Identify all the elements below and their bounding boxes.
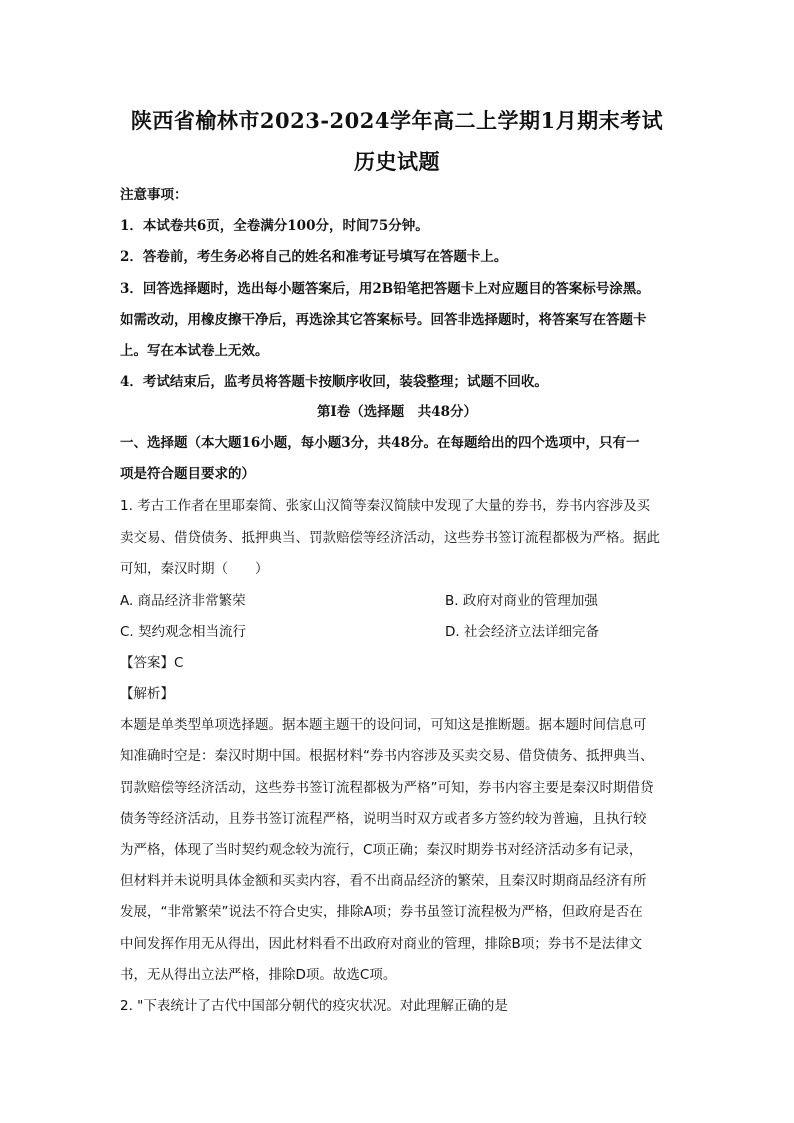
analysis-line: 本题是单类型单项选择题。据本题主题干的设问词，可知这是推断题。据本题时间信息可 (120, 717, 647, 733)
analysis-line: 中间发挥作用无从得出，因此材料看不出政府对商业的管理，排除B项；券书不是法律文 (120, 936, 643, 952)
analysis-line: 但材料并未说明具体金额和买卖内容，看不出商品经济的繁荣，且秦汉时期商品经济有所 (120, 873, 647, 889)
analysis-line: 债务等经济活动，且券书签订流程严格，说明当时双方或者多方签约较为普遍，且执行较 (120, 811, 647, 827)
analysis-line: 为严格，体现了当时契约观念较为流行，C项正确；秦汉时期券书对经济活动多有记录， (120, 842, 643, 858)
analysis-line: 罚款赔偿等经济活动，这些券书签订流程都极为严格”可知，券书内容主要是秦汉时期借贷 (120, 780, 654, 796)
section-instruction-cont: 项是符合题目要求的） (120, 466, 255, 482)
exam-subject-title: 历史试题 (354, 149, 440, 174)
analysis-label: 【解析】 (120, 686, 174, 702)
note-item-4: 4．考试结束后，监考员将答题卡按顺序收回，装袋整理；试题不回收。 (120, 374, 548, 390)
notes-heading: 注意事项： (120, 187, 188, 203)
exam-title: 陕西省榆林市2023-2024学年高二上学期1月期末考试 (130, 108, 664, 133)
analysis-line: 书，无从得出立法严格，排除D项。故选C项。 (120, 967, 397, 983)
option-a: A. 商品经济非常繁荣 (120, 593, 246, 609)
note-item-3-cont: 如需改动，用橡皮擦干净后，再选涂其它答案标号。回答非选择题时，将答案写在答题卡 (120, 312, 647, 328)
note-item-1: 1．本试卷共6页，全卷满分100分，时间75分钟。 (120, 218, 429, 234)
section-instruction: 一、选择题（本大题16小题，每小题3分，共48分。在每题给出的四个选项中，只有一 (120, 435, 640, 451)
analysis-line: 知准确时空是：秦汉时期中国。根据材料“券书内容涉及买卖交易、借贷债务、抵押典当、 (120, 748, 654, 764)
question-1-stem-line-2: 卖交易、借贷债务、抵押典当、罚款赔偿等经济活动，这些券书签订流程都极为严格。据此 (120, 530, 660, 546)
note-item-2: 2．答卷前，考生务必将自己的姓名和准考证号填写在答题卡上。 (120, 249, 508, 265)
question-1-stem-line-3: 可知，秦汉时期（ ） (120, 561, 269, 577)
analysis-line: 发展，“非常繁荣”说法不符合史实，排除A项；券书虽签订流程极为严格，但政府是否在 (120, 904, 643, 920)
note-item-3: 3．回答选择题时，选出每小题答案后，用2B铅笔把答题卡上对应题目的答案标号涂黑。 (120, 281, 650, 297)
answer-label: 【答案】C (120, 655, 184, 671)
question-2-stem: 2. "下表统计了古代中国部分朝代的疫灾状况。对此理解正确的是 (120, 998, 508, 1014)
option-b: B. 政府对商业的管理加强 (445, 593, 598, 609)
question-1-stem: 1. 考古工作者在里耶秦简、张家山汉简等秦汉简牍中发现了大量的券书，券书内容涉及买 (120, 498, 651, 514)
option-d: D. 社会经济立法详细完备 (445, 624, 599, 640)
part-title: 第Ⅰ卷（选择题 共48分） (316, 404, 478, 420)
option-c: C. 契约观念相当流行 (120, 624, 247, 640)
note-item-3-end: 上。写在本试卷上无效。 (120, 343, 269, 359)
